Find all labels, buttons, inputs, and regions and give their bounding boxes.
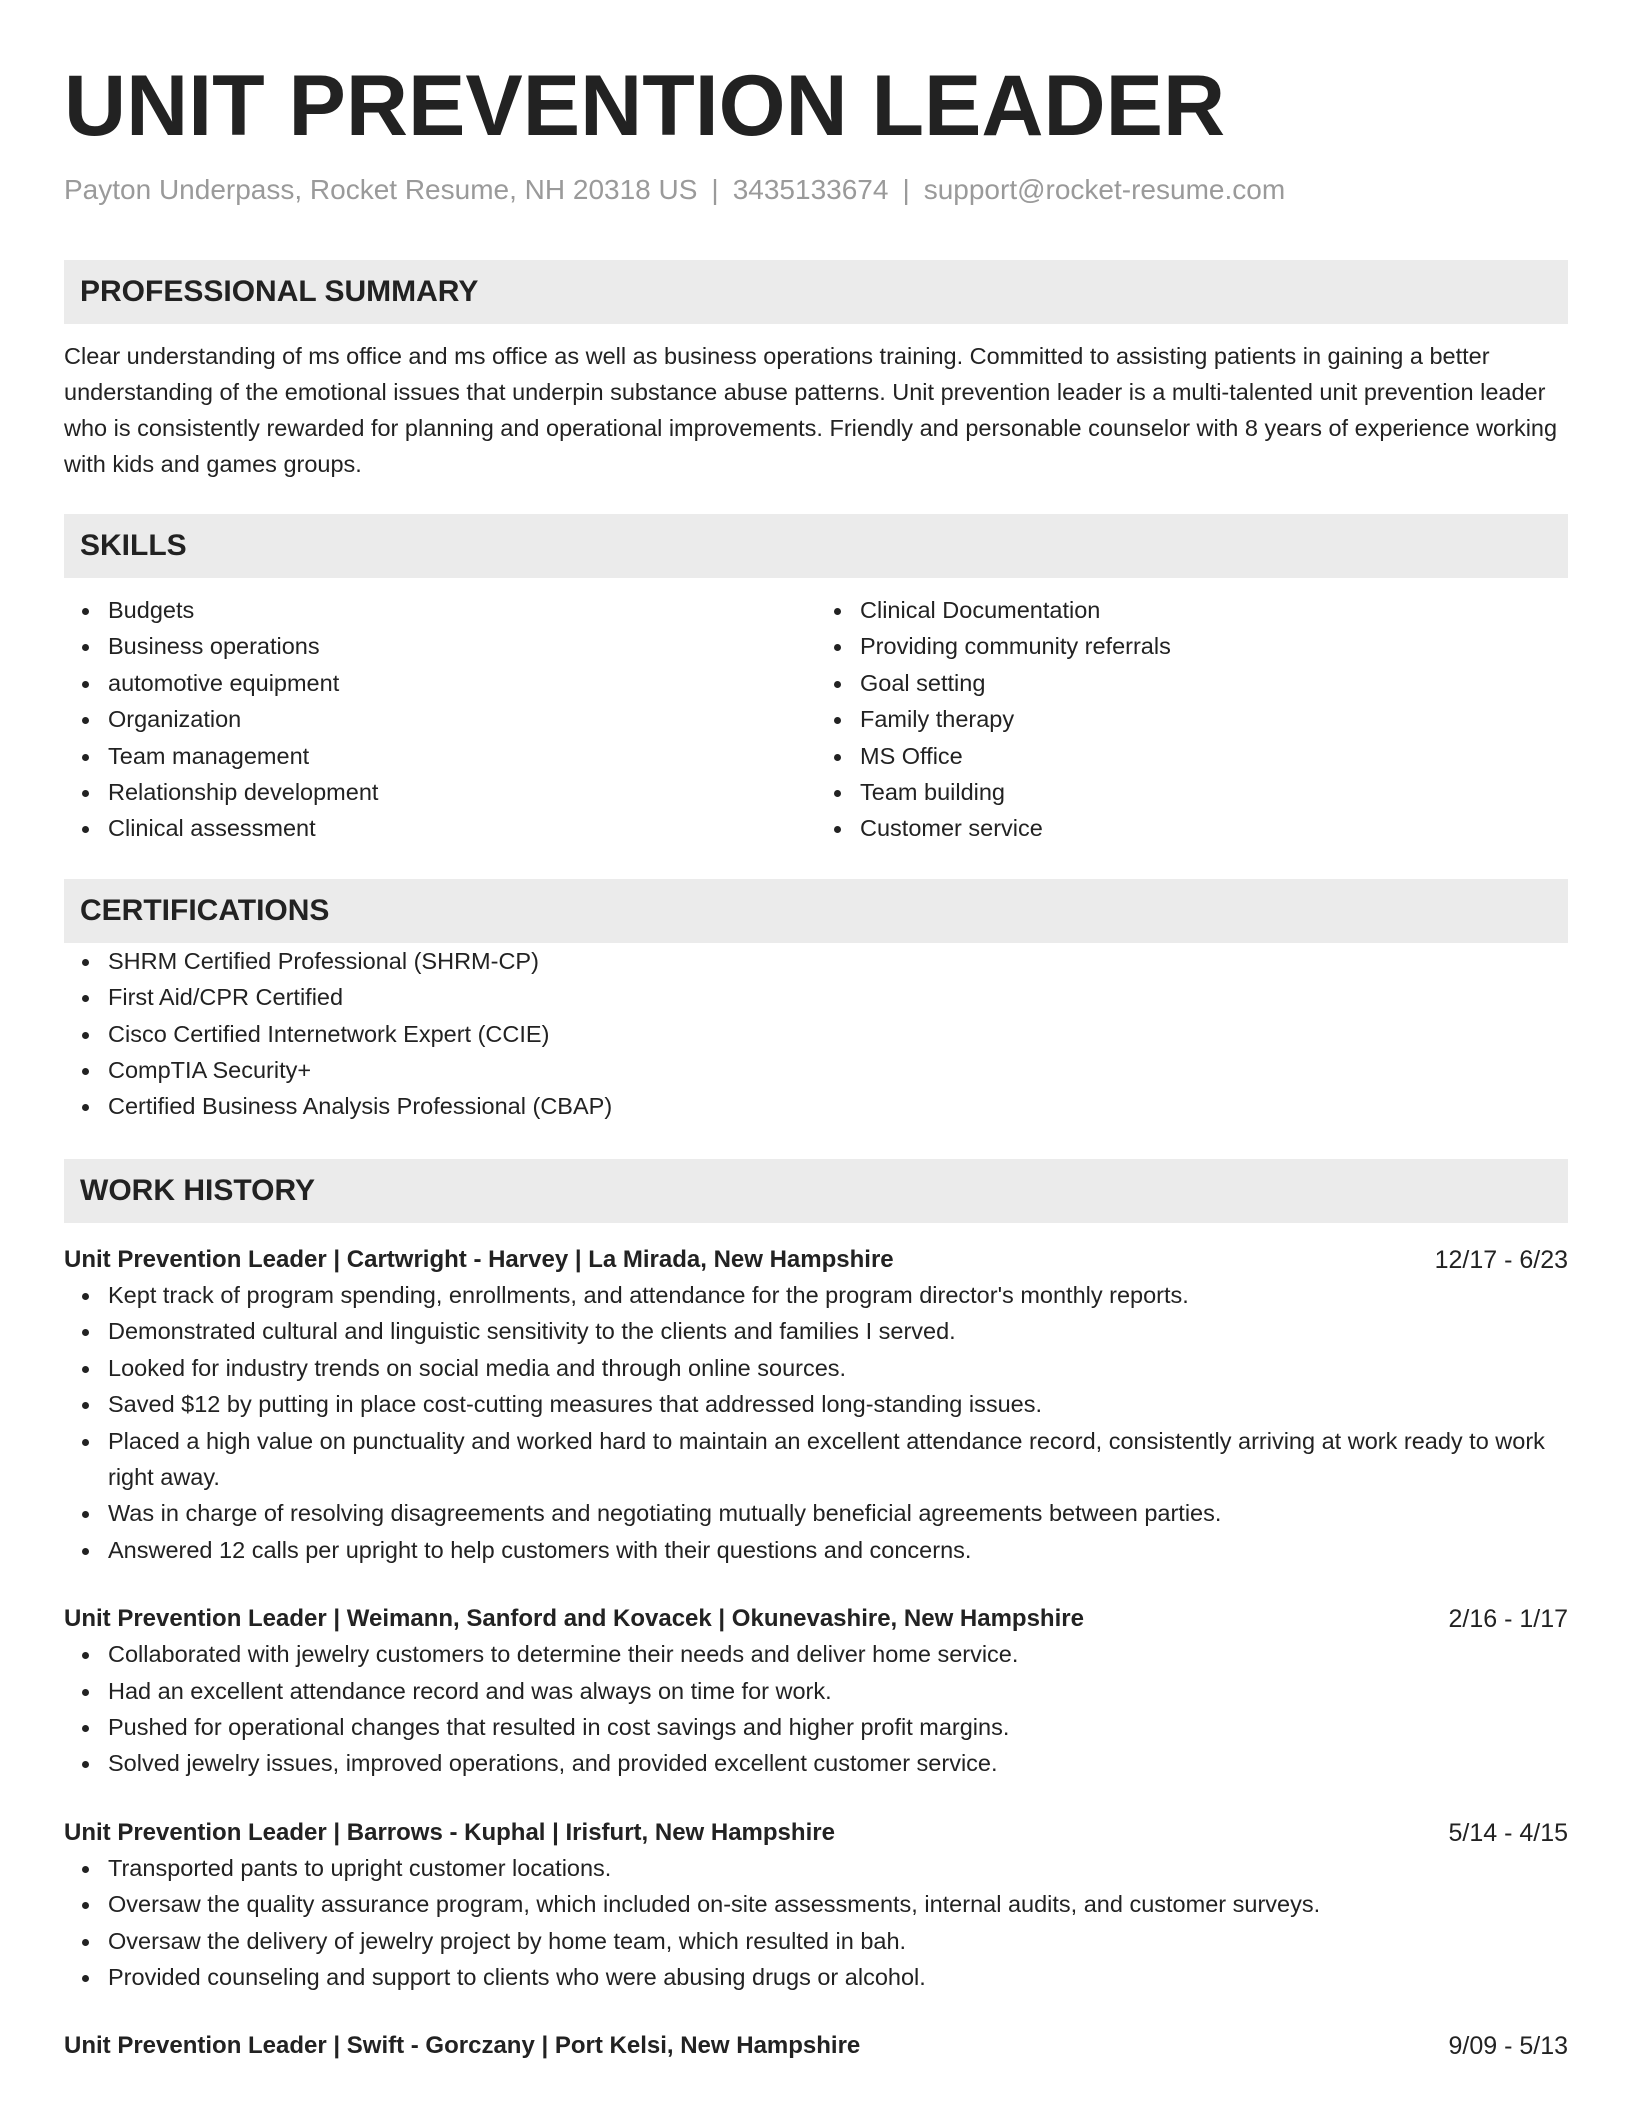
- job-dates: 2/16 - 1/17: [1448, 1605, 1568, 1634]
- skill-item: Organization: [108, 701, 816, 737]
- job-bullet: Pushed for operational changes that resulted in cost savings and higher profit margins.: [108, 1709, 1568, 1745]
- job-dates: 5/14 - 4/15: [1448, 1818, 1568, 1847]
- job-bullet: Placed a high value on punctuality and worked hard to maintain an excellent attendance record, consistently arriving at work ready to work right away.: [108, 1423, 1568, 1496]
- job-entry: [64, 1243, 1568, 1568]
- job-bullet: Oversaw the quality assurance program, which included on-site assessments, internal audits, and customer surveys.: [108, 1886, 1568, 1922]
- job-bullet: Had an excellent attendance record and was always on time for work.: [108, 1673, 1568, 1709]
- summary-text: Clear understanding of ms office and ms office as well as business operations training. Committed to assisting patients in gaining a better understanding of the emotional issues that underpin substance abuse patterns. Unit prevention leader is a multi-talented unit prevention leader who is consistently rewarded for planning and operational improvements. Friendly and personable counselor with 8 years of experience working with kids and games groups.: [64, 343, 1558, 477]
- job-bullet: Answered 12 calls per upright to help customers with their questions and concerns.: [108, 1532, 1568, 1568]
- contact-phone: 3435133674: [732, 174, 889, 205]
- job-bullet: Kept track of program spending, enrollments, and attendance for the program director's monthly reports.: [108, 1277, 1568, 1313]
- job-bullet: Transported pants to upright customer locations.: [108, 1850, 1568, 1886]
- job-title: Unit Prevention Leader | Weimann, Sanford and Kovacek | Okunevashire, New Hampshire: [64, 1605, 1084, 1633]
- skill-item: Family therapy: [860, 701, 1568, 737]
- job-bullet: Was in charge of resolving disagreements and negotiating mutually beneficial agreements between parties.: [108, 1495, 1568, 1531]
- skills-grid: [64, 592, 1568, 847]
- resume-name: UNIT PREVENTION LEADER: [64, 58, 1226, 154]
- job-entry: [64, 2029, 1568, 2063]
- certifications-list: [64, 943, 1568, 1125]
- job-bullet: Collaborated with jewelry customers to determine their needs and deliver home service.: [108, 1636, 1568, 1672]
- job-title: Unit Prevention Leader | Barrows - Kuphal | Irisfurt, New Hampshire: [64, 1818, 835, 1846]
- job-bullet: Solved jewelry issues, improved operations, and provided excellent customer service.: [108, 1745, 1568, 1781]
- section-heading-summary: PROFESSIONAL SUMMARY: [64, 260, 1568, 324]
- job-bullet: Looked for industry trends on social media and through online sources.: [108, 1350, 1568, 1386]
- job-title-row: [64, 1602, 1568, 1636]
- certification-item: Cisco Certified Internetwork Expert (CCIE): [108, 1016, 1568, 1052]
- skill-item: MS Office: [860, 738, 1568, 774]
- job-entry: [64, 1602, 1568, 1782]
- job-bullet: Demonstrated cultural and linguistic sensitivity to the clients and families I served.: [108, 1313, 1568, 1349]
- contact-address: Payton Underpass, Rocket Resume, NH 20318 US: [64, 174, 698, 205]
- section-heading-work-history: WORK HISTORY: [64, 1159, 1568, 1223]
- job-title-row: [64, 1243, 1568, 1277]
- contact-email: support@rocket-resume.com: [923, 174, 1286, 205]
- skill-item: Customer service: [860, 810, 1568, 846]
- skill-item: Team building: [860, 774, 1568, 810]
- job-bullet: Provided counseling and support to clients who were abusing drugs or alcohol.: [108, 1959, 1568, 1995]
- certification-item: Certified Business Analysis Professional (CBAP): [108, 1088, 1568, 1124]
- job-title-row: [64, 2029, 1568, 2063]
- section-heading-certifications: CERTIFICATIONS: [64, 879, 1568, 943]
- certification-item: SHRM Certified Professional (SHRM-CP): [108, 943, 1568, 979]
- skill-item: automotive equipment: [108, 665, 816, 701]
- job-entry: [64, 1816, 1568, 1996]
- job-title-row: [64, 1816, 1568, 1850]
- skill-item: Team management: [108, 738, 816, 774]
- section-heading-skills: SKILLS: [64, 514, 1568, 578]
- skill-item: Providing community referrals: [860, 628, 1568, 664]
- certification-item: First Aid/CPR Certified: [108, 979, 1568, 1015]
- skill-item: Clinical assessment: [108, 810, 816, 846]
- job-bullet-list: [64, 1636, 1568, 1782]
- skills-column-left: [64, 592, 816, 847]
- skill-item: Relationship development: [108, 774, 816, 810]
- job-dates: 9/09 - 5/13: [1448, 2032, 1568, 2061]
- job-bullet: Oversaw the delivery of jewelry project by home team, which resulted in bah.: [108, 1923, 1568, 1959]
- skill-item: Business operations: [108, 628, 816, 664]
- job-bullet-list: [64, 1850, 1568, 1996]
- skill-item: Clinical Documentation: [860, 592, 1568, 628]
- certification-item: CompTIA Security+: [108, 1052, 1568, 1088]
- job-bullet: Saved $12 by putting in place cost-cutting measures that addressed long-standing issues.: [108, 1386, 1568, 1422]
- skills-column-right: [816, 592, 1568, 847]
- job-bullet-list: [64, 1277, 1568, 1568]
- contact-line: [64, 172, 1568, 208]
- job-title: Unit Prevention Leader | Cartwright - Harvey | La Mirada, New Hampshire: [64, 1245, 894, 1273]
- skill-item: Goal setting: [860, 665, 1568, 701]
- resume-page: [64, 0, 1568, 2063]
- job-title: Unit Prevention Leader | Swift - Gorczany | Port Kelsi, New Hampshire: [64, 2032, 861, 2060]
- job-dates: 12/17 - 6/23: [1434, 1245, 1568, 1274]
- contact-separator: |: [711, 174, 719, 205]
- contact-separator: |: [902, 174, 910, 205]
- skill-item: Budgets: [108, 592, 816, 628]
